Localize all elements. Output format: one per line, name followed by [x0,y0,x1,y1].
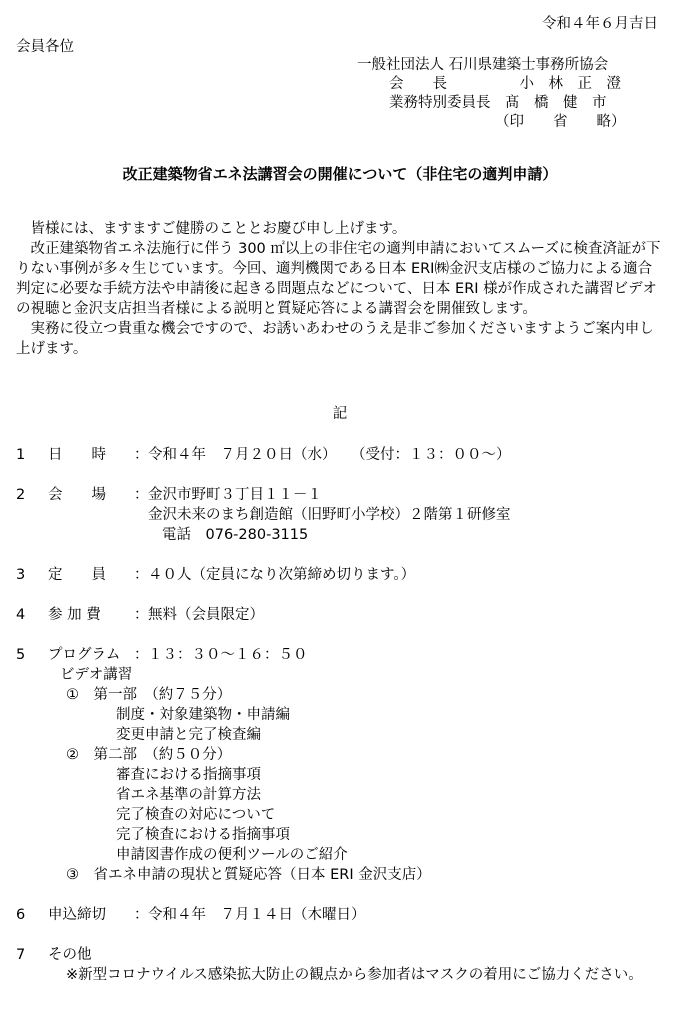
details-list [16,445,664,985]
body-description: 改正建築物省エネ法施行に伴う 300 ㎡以上の非住宅の適判申請においてスムーズに検査済証が下りない事例が多々生じています。今回、適判機関である日本 ERI㈱金沢支店様のご協力による適合判定に必要な手続方法や申請後に起きる問題点などについて、日本 ERI 様が作成された講習ビデオの視聴と金沢支店担当者様による説明と質疑応答による講習会を開催致します。 [16,241,661,317]
item-value: 無料（会員限定） [148,607,264,623]
item-label: 定 員 [48,567,106,583]
body-invitation: 実務に役立つ貴重な機会ですので、お誘いあわせのうえ是非ご参加くださいますようご案内申し上げます。 [16,321,654,357]
program-part2: ② 第二部 （約５０分） [66,747,232,763]
item-number: 2 [16,487,26,503]
item-value: 令和４年 ７月１４日（木曜日） [148,907,366,923]
program-part2-topic: 完了検査の対応について [116,807,276,823]
venue-building: 金沢未来のまち創造館（旧野町小学校）２階第１研修室 [148,507,511,523]
item-number: 6 [16,907,26,923]
item-value: ４０人（定員になり次第締め切ります。） [148,567,416,583]
item-date [16,445,664,465]
sender-president: 会 長 小 林 正 澄 [389,76,621,92]
item-label: 参 加 費 [48,607,101,623]
body-text [16,219,664,359]
item-label: 申込締切 [48,907,106,923]
item-label: 会 場 [48,487,106,503]
venue-address: 金沢市野町３丁目１１－１ [148,487,322,503]
item-separator: ： [134,647,149,663]
item-program [16,645,664,665]
item-label: プログラム [48,647,121,663]
program-part1-topic: 制度・対象建築物・申請編 [116,707,290,723]
item-capacity [16,565,664,585]
item-number: 1 [16,447,26,463]
sender-block [355,55,626,131]
program-part1: ① 第一部 （約７５分） [66,687,232,703]
program-part2-topic: 審査における指摘事項 [116,767,261,783]
item-number: 3 [16,567,26,583]
program-part1-topic: 変更申請と完了検査編 [116,727,261,743]
item-separator: ： [134,607,149,623]
sender-committee-chair: 業務特別委員長 髙 橋 健 市 [389,95,607,111]
item-separator: ： [134,447,149,463]
sender-organization: 一般社団法人 石川県建築士事務所協会 [357,57,609,73]
item-other [16,945,664,965]
document-date: 令和４年６月吉日 [542,16,658,32]
item-value: １３：３０〜１６：５０ [148,647,308,663]
item-number: 4 [16,607,26,623]
item-fee [16,605,664,625]
program-part2-topic: 省エネ基準の計算方法 [116,787,261,803]
item-separator: ： [134,907,149,923]
seal-omitted-note: （印 省 略） [495,114,626,130]
item-deadline [16,905,664,925]
item-label: 日 時 [48,447,106,463]
program-part2-topic: 完了検査における指摘事項 [116,827,290,843]
addressee: 会員各位 [16,39,74,55]
program-part2-topic: 申請図書作成の便利ツールのご紹介 [116,847,348,863]
document-title: 改正建築物省エネ法講習会の開催について（非住宅の適判申請） [122,165,558,183]
item-value: 令和４年 ７月２０日（水） （受付：１３：００〜） [148,447,511,463]
item-number: 5 [16,647,26,663]
item-separator: ： [134,567,149,583]
mask-notice: ※新型コロナウイルス感染拡大防止の観点から参加者はマスクの着用にご協力ください。 [66,967,643,983]
venue-phone: 電話 076-280-3115 [162,527,309,543]
item-label: その他 [48,947,92,963]
ki-heading: 記 [332,406,348,422]
program-video-heading: ビデオ講習 [60,667,133,683]
body-greeting: 皆様には、ますますご健勝のこととお慶び申し上げます。 [30,221,407,237]
program-part3: ③ 省エネ申請の現状と質疑応答（日本 ERI 金沢支店） [66,867,431,883]
item-venue [16,485,664,505]
item-separator: ： [134,487,149,503]
item-number: 7 [16,947,26,963]
